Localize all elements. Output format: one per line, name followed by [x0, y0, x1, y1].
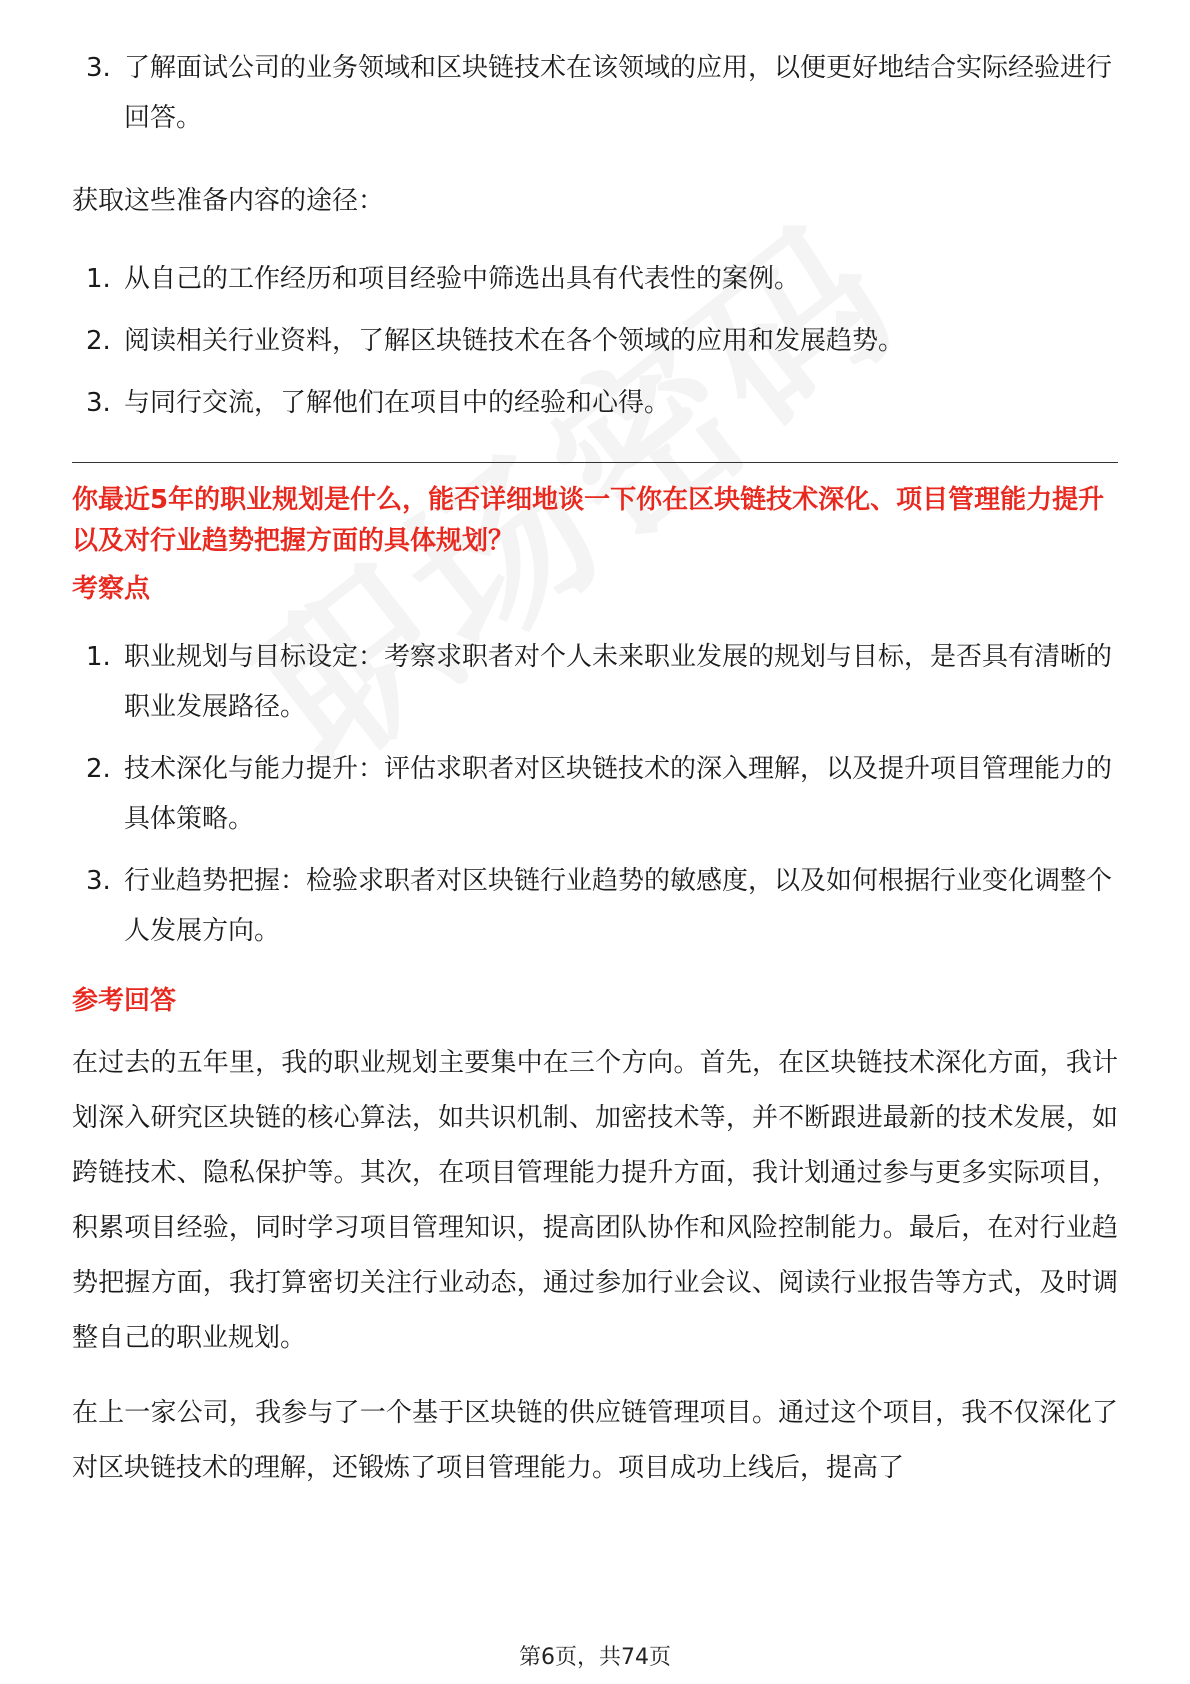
list-item — [86, 254, 1116, 304]
list-number: 1. — [86, 642, 111, 672]
list-text: 阅读相关行业资料，了解区块链技术在各个领域的应用和发展趋势。 — [124, 326, 905, 356]
list-number: 2. — [86, 754, 111, 784]
focus-heading: 考察点 — [72, 574, 151, 604]
list-text: 职业规划与目标设定：考察求职者对个人未来职业发展的规划与目标，是否具有清晰的职业发展路径。 — [124, 642, 1113, 722]
page-footer: 第6页，共74页 — [519, 1645, 671, 1670]
list-text: 了解面试公司的业务领域和区块链技术在该领域的应用，以便更好地结合实际经验进行回答。 — [124, 53, 1113, 133]
list-item — [86, 744, 1116, 844]
list-text: 与同行交流，了解他们在项目中的经验和心得。 — [124, 388, 671, 418]
focus-list — [86, 632, 1116, 968]
answer-paragraph: 在上一家公司，我参与了一个基于区块链的供应链管理项目。通过这个项目，我不仅深化了对区块链技术的理解，还锻炼了项目管理能力。项目成功上线后，提高了 — [72, 1398, 1118, 1483]
sources-intro: 获取这些准备内容的途径： — [72, 186, 385, 216]
list-item — [86, 43, 1116, 143]
list-item — [86, 378, 1116, 428]
list-number: 2. — [86, 326, 111, 356]
sources-list — [86, 254, 1116, 440]
section-divider — [72, 462, 1118, 463]
list-text: 从自己的工作经历和项目经验中筛选出具有代表性的案例。 — [124, 264, 801, 294]
list-text: 技术深化与能力提升：评估求职者对区块链技术的深入理解，以及提升项目管理能力的具体策略。 — [124, 754, 1113, 834]
list-number: 3. — [86, 388, 111, 418]
list-text: 行业趋势把握：检验求职者对区块链行业趋势的敏感度，以及如何根据行业变化调整个人发展方向。 — [124, 866, 1113, 946]
list-item — [86, 856, 1116, 956]
interview-question: 你最近5年的职业规划是什么，能否详细地谈一下你在区块链技术深化、项目管理能力提升以及对行业趋势把握方面的具体规划？ — [72, 485, 1105, 556]
list-item — [86, 632, 1116, 732]
list-number: 3. — [86, 866, 111, 896]
list-item — [86, 316, 1116, 366]
answer-paragraph: 在过去的五年里，我的职业规划主要集中在三个方向。首先，在区块链技术深化方面，我计划深入研究区块链的核心算法，如共识机制、加密技术等，并不断跟进最新的技术发展，如跨链技术、隐私保护等。其次，在项目管理能力提升方面，我计划通过参与更多实际项目，积累项目经验，同时学习项目管理知识，提高团队协作和风险控制能力。最后，在对行业趋势把握方面，我打算密切关注行业动态，通过参加行业会议、阅读行业报告等方式，及时调整自己的职业规划。 — [72, 1048, 1118, 1353]
top-list — [86, 43, 1116, 155]
list-number: 1. — [86, 264, 111, 294]
list-number: 3. — [86, 53, 111, 83]
answer-heading: 参考回答 — [72, 986, 177, 1016]
